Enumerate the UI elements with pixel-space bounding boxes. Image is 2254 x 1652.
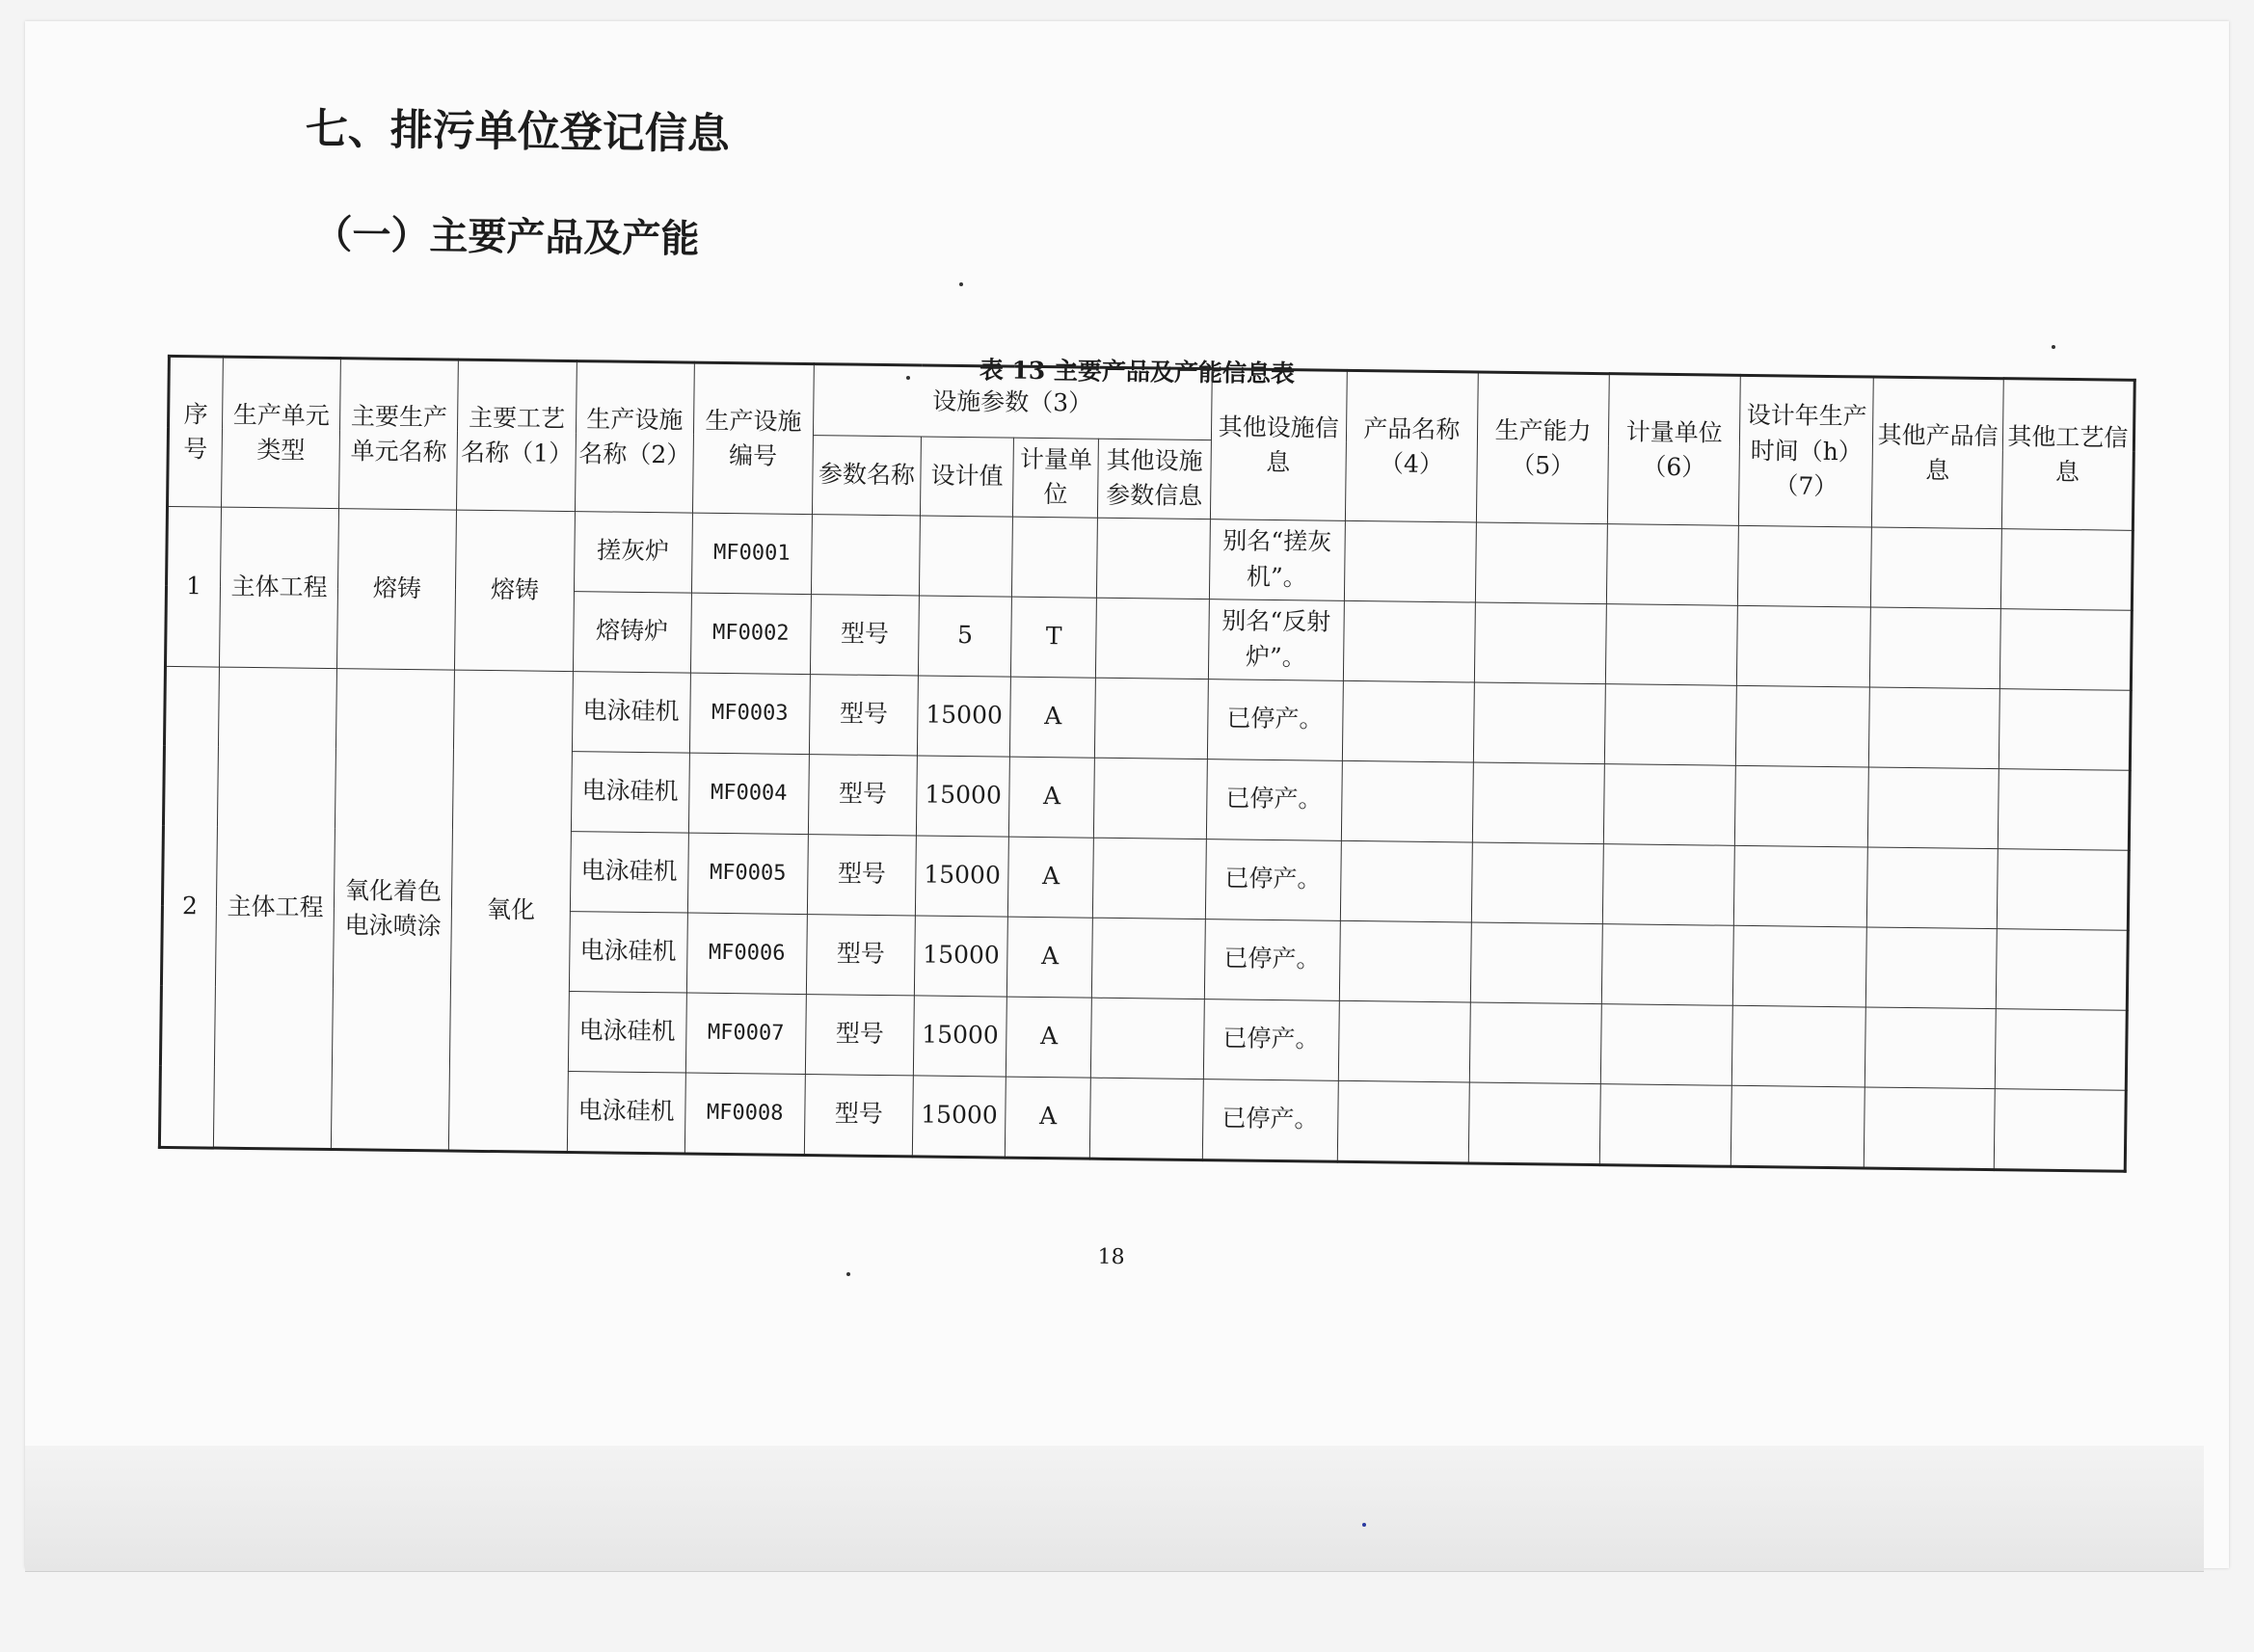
cell-other-process-info: [1997, 848, 2129, 930]
cell-other-param-info: [1097, 518, 1210, 599]
cell-measure-unit: [1012, 517, 1098, 598]
cell-param-name: 型号: [806, 914, 915, 995]
header-other-process-info: 其他工艺信息: [2001, 379, 2134, 530]
header-seq: 序号: [168, 356, 224, 506]
cell-capacity: [1473, 682, 1605, 764]
capacity-table: [158, 355, 2136, 1172]
cell-capacity: [1471, 841, 1603, 923]
cell-capacity-unit: [1603, 763, 1735, 845]
cell-capacity: [1470, 921, 1602, 1003]
cell-other-param-info: [1090, 1078, 1203, 1159]
cell-unit-type: 主体工程: [213, 667, 336, 1149]
cell-product-name: [1343, 600, 1475, 682]
cell-measure-unit: A: [1006, 1077, 1091, 1159]
cell-other-param-info: [1093, 838, 1206, 919]
cell-design-hours: [1737, 605, 1871, 687]
header-capacity: 生产能力（5）: [1476, 372, 1609, 523]
cell-capacity-unit: [1599, 1083, 1731, 1166]
cell-product-name: [1337, 1080, 1469, 1163]
cell-capacity: [1472, 761, 1604, 843]
cell-other-product-info: [1869, 687, 1999, 769]
cell-product-name: [1344, 520, 1476, 602]
cell-other-product-info: [1870, 607, 2000, 689]
cell-param-name: 型号: [805, 994, 914, 1075]
cell-unit-type: 主体工程: [220, 507, 339, 668]
cell-seq: 2: [159, 666, 219, 1148]
cell-design-hours: [1732, 1005, 1866, 1087]
cell-design-hours: [1736, 685, 1870, 767]
cell-facility-name: 电泳硅机: [568, 991, 686, 1072]
header-unit-type: 生产单元类型: [222, 357, 341, 508]
header-unit-name: 主要生产单元名称: [339, 359, 459, 510]
cell-param-name: [811, 514, 920, 595]
scan-speck: [1362, 1523, 1366, 1527]
cell-design-value: 15000: [918, 675, 1011, 756]
cell-measure-unit: A: [1009, 757, 1095, 838]
cell-design-hours: [1731, 1085, 1865, 1168]
cell-other-param-info: [1096, 598, 1209, 679]
cell-facility-name: 电泳硅机: [567, 1071, 685, 1153]
cell-capacity: [1474, 602, 1606, 684]
cell-facility-name: 电泳硅机: [569, 911, 687, 992]
cell-measure-unit: T: [1011, 597, 1097, 678]
cell-design-hours: [1738, 525, 1872, 607]
cell-capacity: [1468, 1081, 1600, 1164]
cell-facility-code: MF0001: [691, 513, 812, 595]
cell-measure-unit: A: [1010, 677, 1096, 758]
header-design-value: 设计值: [921, 437, 1014, 517]
cell-design-value: 5: [919, 595, 1012, 676]
cell-other-product-info: [1867, 847, 1998, 929]
cell-facility-code: MF0008: [684, 1073, 805, 1156]
cell-seq: 1: [165, 506, 221, 667]
cell-capacity: [1469, 1001, 1601, 1083]
cell-param-name: 型号: [810, 594, 919, 675]
cell-design-value: 15000: [916, 755, 1009, 836]
cell-capacity-unit: [1607, 523, 1739, 605]
header-other-param-info: 其他设施参数信息: [1098, 439, 1211, 519]
cell-facility-name: 电泳硅机: [570, 831, 688, 912]
cell-design-hours: [1733, 925, 1867, 1007]
cell-other-facility-info: 已停产。: [1205, 839, 1341, 920]
cell-process-name: 熔铸: [455, 510, 575, 671]
cell-facility-code: MF0002: [690, 593, 811, 675]
scan-speck: [959, 282, 963, 286]
cell-other-process-info: [1999, 688, 2131, 770]
cell-design-hours: [1735, 765, 1869, 847]
cell-capacity-unit: [1605, 603, 1737, 685]
cell-facility-code: MF0005: [687, 833, 808, 915]
section-title: 七、排污单位登记信息: [305, 104, 731, 160]
header-param-name: 参数名称: [812, 436, 921, 516]
cell-facility-code: MF0006: [686, 913, 807, 995]
cell-other-facility-info: 已停产。: [1206, 759, 1342, 840]
cell-other-facility-info: 已停产。: [1202, 1079, 1338, 1161]
header-facility-name: 生产设施名称（2）: [575, 361, 694, 513]
cell-other-param-info: [1094, 758, 1207, 839]
cell-design-value: 15000: [915, 835, 1008, 916]
cell-other-product-info: [1868, 767, 1999, 849]
header-product-name: 产品名称（4）: [1345, 370, 1478, 521]
cell-other-facility-info: 别名“反射炉”。: [1208, 599, 1344, 680]
cell-facility-name: 搓灰炉: [574, 511, 692, 592]
cell-other-product-info: [1865, 1086, 1995, 1169]
cell-other-process-info: [1999, 608, 2132, 690]
subsection-title: （一）主要产品及产能: [313, 211, 700, 262]
cell-facility-code: MF0003: [689, 673, 810, 755]
cell-param-name: 型号: [804, 1074, 913, 1156]
cell-other-product-info: [1866, 926, 1997, 1008]
cell-process-name: 氧化: [449, 670, 573, 1152]
cell-unit-name: 氧化着色电泳喷涂: [332, 668, 455, 1150]
cell-other-process-info: [1994, 1088, 2126, 1171]
cell-other-process-info: [1998, 768, 2130, 850]
cell-facility-code: MF0007: [685, 993, 806, 1075]
cell-param-name: 型号: [809, 674, 918, 755]
cell-facility-name: 熔铸炉: [573, 591, 691, 672]
cell-param-name: 型号: [808, 754, 917, 835]
cell-capacity: [1475, 522, 1607, 604]
cell-other-facility-info: 已停产。: [1204, 919, 1340, 1000]
cell-other-facility-info: 别名“搓灰机”。: [1209, 519, 1345, 600]
cell-capacity-unit: [1601, 923, 1733, 1005]
header-facility-code: 生产设施编号: [692, 362, 814, 514]
cell-other-param-info: [1095, 678, 1208, 759]
cell-unit-name: 熔铸: [337, 508, 457, 669]
header-capacity-unit: 计量单位（6）: [1608, 374, 1741, 525]
cell-product-name: [1342, 680, 1474, 762]
cell-product-name: [1340, 840, 1472, 922]
cell-other-product-info: [1865, 1006, 1996, 1088]
cell-facility-name: 电泳硅机: [572, 671, 690, 752]
cell-product-name: [1341, 760, 1473, 842]
cell-capacity-unit: [1604, 683, 1736, 765]
cell-product-name: [1339, 920, 1471, 1002]
cell-measure-unit: A: [1006, 997, 1092, 1078]
header-design-hours: 设计年生产时间（h）（7）: [1739, 375, 1874, 526]
header-process-name: 主要工艺名称（1）: [457, 360, 577, 511]
header-measure-unit: 计量单位: [1013, 438, 1099, 518]
cell-other-product-info: [1871, 527, 2001, 609]
cell-other-process-info: [1996, 928, 2128, 1010]
cell-other-facility-info: 已停产。: [1203, 999, 1339, 1080]
cell-other-process-info: [1995, 1008, 2127, 1090]
cell-design-value: 15000: [913, 995, 1006, 1076]
header-other-product-info: 其他产品信息: [1872, 377, 2003, 528]
cell-other-param-info: [1091, 998, 1204, 1079]
cell-facility-name: 电泳硅机: [571, 751, 689, 832]
cell-design-value: 15000: [914, 915, 1007, 996]
cell-param-name: 型号: [807, 834, 916, 915]
cell-capacity-unit: [1600, 1003, 1732, 1085]
table-header-row: [169, 356, 2135, 451]
cell-product-name: [1338, 1000, 1470, 1082]
cell-design-hours: [1734, 845, 1868, 927]
cell-measure-unit: A: [1007, 917, 1093, 998]
scan-speck: [906, 376, 910, 380]
cell-other-param-info: [1092, 918, 1205, 999]
cell-facility-code: MF0004: [688, 753, 809, 835]
scan-speck: [846, 1272, 850, 1276]
cell-capacity-unit: [1602, 843, 1734, 925]
header-facility-params: 设施参数（3）: [813, 364, 1211, 440]
page-number: 18: [1097, 1244, 1125, 1270]
cell-design-value: [920, 515, 1013, 596]
cell-other-facility-info: 已停产。: [1207, 679, 1343, 760]
cell-other-process-info: [2000, 528, 2133, 610]
table-caption: 表 13 主要产品及产能信息表: [979, 356, 1296, 388]
cell-measure-unit: A: [1008, 837, 1094, 918]
cell-design-value: 15000: [912, 1075, 1006, 1157]
scan-speck: [2052, 345, 2055, 349]
header-other-facility-info: 其他设施信息: [1210, 369, 1347, 520]
